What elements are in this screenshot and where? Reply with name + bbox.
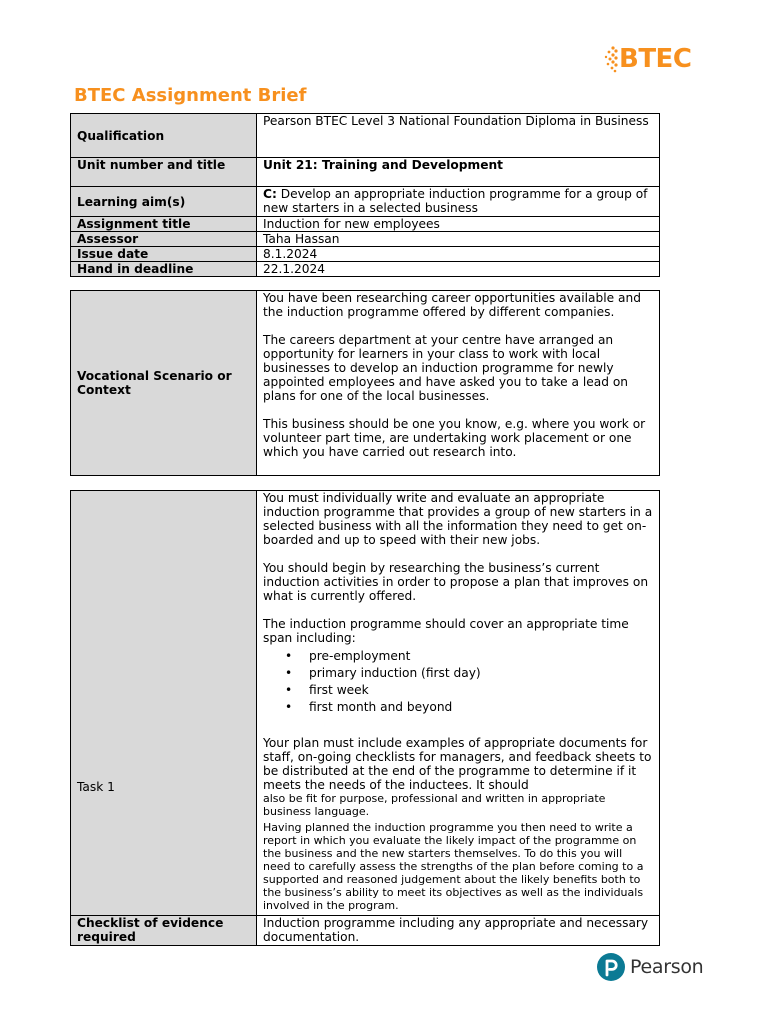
task-paragraph-small: Having planned the induction programme you then need to write a report in which you evaluate the likely impact of the programme on the business and the new starters themselves. To do this you will need to carefully assess the strengths of the plan before coming to a supported and reasoned judgement about the likely benefits both to the business’s ability to meet its objectives as well as the individuals involved in the program. <box>263 821 644 912</box>
list-item: • first week <box>263 682 653 699</box>
checklist-label: Checklist of evidence required <box>71 916 257 946</box>
table-row <box>71 247 660 262</box>
task-paragraph: You must individually write and evaluate an appropriate induction programme that provides a group of new starters in a selected business with all the information they need to get on-boarded and up to speed with their new jobs. <box>263 491 653 547</box>
table-row <box>71 114 660 158</box>
btec-logo-text: BTEC <box>619 44 692 74</box>
task-paragraph: You should begin by researching the business’s current induction activities in order to propose a plan that improves on what is currently offered. <box>263 561 649 603</box>
scenario-paragraph: This business should be one you know, e.g. where you work or volunteer part time, are undertaking work placement or one which you have carried out research into. <box>263 417 646 459</box>
table-row <box>71 491 660 916</box>
task-content <box>257 491 660 916</box>
list-item: • primary induction (first day) <box>263 665 653 682</box>
aim-label: Learning aim(s) <box>71 187 257 217</box>
issue-date-value: 8.1.2024 <box>257 247 660 262</box>
scenario-content <box>257 291 660 476</box>
unit-value: Unit 21: Training and Development <box>257 158 660 187</box>
table-row <box>71 158 660 187</box>
table-row <box>71 187 660 217</box>
unit-label: Unit number and title <box>71 158 257 187</box>
pearson-logo <box>597 951 703 983</box>
scenario-paragraph: You have been researching career opportunities available and the induction programme offered by different companies. <box>263 291 641 319</box>
table-row <box>71 262 660 277</box>
list-item: • pre-employment <box>263 648 653 665</box>
deadline-label: Hand in deadline <box>71 262 257 277</box>
aim-prefix: C: <box>263 187 277 201</box>
scenario-paragraph: The careers department at your centre have arranged an opportunity for learners in your class to work with local businesses to develop an induction programme for newly appointed employees and have asked you to take a lead on plans for one of the local businesses. <box>263 333 629 403</box>
btec-dots-icon <box>603 45 619 73</box>
task-paragraph: Your plan must include examples of appropriate documents for staff, on-going checklists for managers, and feedback sheets to be distributed at the end of the programme to determine if it meets the needs of the inductees. It should <box>263 736 652 792</box>
scenario-table <box>70 290 660 476</box>
table-row <box>71 217 660 232</box>
pearson-p-icon <box>597 953 625 981</box>
task-paragraph-small: also be fit for purpose, professional and written in appropriate business language. <box>263 792 606 818</box>
assessor-value: Taha Hassan <box>257 232 660 247</box>
task-label: Task 1 <box>71 491 257 916</box>
qualification-value: Pearson BTEC Level 3 National Foundation Diploma in Business <box>257 114 660 158</box>
aim-value <box>257 187 660 217</box>
btec-logo <box>603 42 699 76</box>
task-paragraph: The induction programme should cover an appropriate time span including: <box>263 617 629 645</box>
table-row <box>71 232 660 247</box>
pearson-logo-text: Pearson <box>630 956 704 978</box>
table-row <box>71 916 660 946</box>
task-table <box>70 490 660 946</box>
page-title: BTEC Assignment Brief <box>74 85 307 106</box>
scenario-label: Vocational Scenario or Context <box>71 291 257 476</box>
qualification-label: Qualification <box>71 114 257 158</box>
table-row <box>71 291 660 476</box>
summary-table <box>70 113 660 277</box>
assignment-title-value: Induction for new employees <box>257 217 660 232</box>
deadline-value: 22.1.2024 <box>257 262 660 277</box>
timespan-list <box>263 648 653 716</box>
checklist-value: Induction programme including any appropriate and necessary documentation. <box>257 916 660 946</box>
aim-text: Develop an appropriate induction programme for a group of new starters in a selected business <box>263 187 648 215</box>
issue-date-label: Issue date <box>71 247 257 262</box>
list-item: • first month and beyond <box>263 699 653 716</box>
assignment-title-label: Assignment title <box>71 217 257 232</box>
assessor-label: Assessor <box>71 232 257 247</box>
